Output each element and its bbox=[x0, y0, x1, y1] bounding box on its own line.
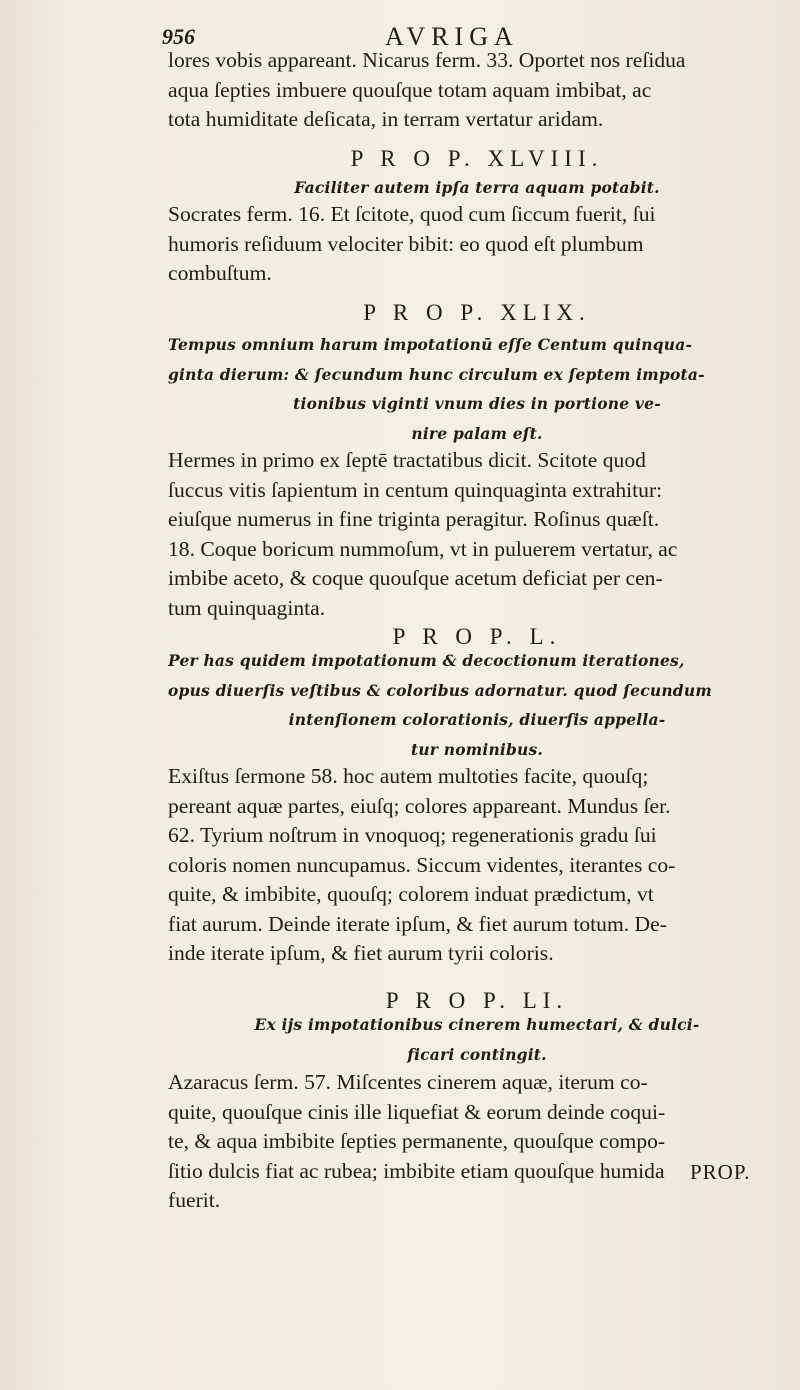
statement-line: intenſionem colorationis, diuerſis appella- bbox=[288, 710, 666, 729]
running-title: AVRIGA bbox=[385, 22, 519, 51]
text-line: tum quinquaginta. bbox=[168, 595, 326, 620]
statement-line: opus diuerſis veſtibus & coloribus adornatur. quod ſecundum bbox=[168, 680, 712, 700]
text-line: Azaracus ſerm. 57. Miſcentes cinerem aquæ, iterum co- bbox=[168, 1070, 648, 1094]
text-line: humoris reſiduum velociter bibit: eo quod eſt plumbum bbox=[168, 231, 644, 256]
statement-line: tionibus viginti vnum dies in portione ve- bbox=[293, 394, 661, 413]
text-line: eiuſque numerus in fine triginta peragitur. Roſinus quæſt. bbox=[168, 507, 660, 531]
text-line: aqua ſepties imbuere quouſque totam aquam imbibat, ac bbox=[168, 77, 652, 102]
text-line: quite, quouſque cinis ille liquefiat & eorum deinde coqui- bbox=[168, 1099, 666, 1124]
prop-51-heading: P R O P. LI. bbox=[385, 988, 569, 1013]
prop-49-heading: P R O P. XLIX. bbox=[363, 300, 591, 325]
statement-line: tur nominibus. bbox=[410, 739, 544, 759]
text-line: Exiſtus ſermone 58. hoc autem multoties facite, quouſq; bbox=[168, 764, 649, 788]
statement-line: Tempus omnium harum impotationū eſſe Centum quinqua- bbox=[168, 335, 693, 354]
statement-line: nire palam eſt. bbox=[411, 423, 543, 443]
statement-line: ficari contingit. bbox=[407, 1044, 547, 1064]
statement-line: Per has quidem impotationum & decoctionum iterationes, bbox=[168, 651, 685, 670]
text-line: Socrates ferm. 16. Et ſcitote, quod cum ſiccum fuerit, ſui bbox=[168, 202, 656, 226]
text-line: ſuccus vitis ſapientum in centum quinquaginta extrahitur: bbox=[168, 477, 663, 502]
prop-48-body bbox=[168, 200, 786, 289]
text-line: quite, & imbibite, quouſq; colorem induat prædictum, vt bbox=[168, 882, 654, 906]
prop-49-statement bbox=[168, 330, 786, 448]
page-number: 956 bbox=[162, 24, 195, 49]
text-line: 62. Tyrium noſtrum in vnoquoq; regenerationis gradu ſui bbox=[168, 823, 657, 847]
prop-50-body bbox=[168, 762, 786, 969]
prop-49-body bbox=[168, 446, 786, 623]
prop-50-statement bbox=[168, 646, 786, 764]
text-line: imbibe aceto, & coque quouſque acetum deficiat per cen- bbox=[168, 566, 663, 590]
text-line: Hermes in primo ex ſeptē tractatibus dicit. Scitote quod bbox=[168, 448, 646, 472]
prop-48-statement bbox=[168, 173, 786, 203]
text-line: coloris nomen nuncupamus. Siccum videntes, iterantes co- bbox=[168, 852, 676, 877]
prop-48-heading: P R O P. XLVIII. bbox=[350, 146, 604, 171]
text-line: 18. Coque boricum nummoſum, vt in puluerem vertatur, ac bbox=[168, 536, 678, 561]
text-line: pereant aquæ partes, eiuſq; colores appareant. Mundus ſer. bbox=[168, 793, 671, 818]
statement-line: ginta dierum: & ſecundum hunc circulum ex ſeptem impota- bbox=[168, 364, 705, 384]
text-line: te, & aqua imbibite ſepties permanente, quouſque compo- bbox=[168, 1129, 666, 1153]
text-line: combuſtum. bbox=[168, 261, 272, 285]
statement-line: Faciliter autem ipſa terra aquam potabit. bbox=[294, 178, 660, 197]
text-line: lores vobis appareant. Nicarus ferm. 33. Oportet nos reſidua bbox=[168, 48, 686, 72]
text-line: fiat aurum. Deinde iterate ipſum, & fiet aurum totum. De- bbox=[168, 911, 667, 936]
prop-51-statement bbox=[168, 1010, 786, 1069]
text-line: fuerit. bbox=[168, 1188, 221, 1212]
prop-50-heading: P R O P. L. bbox=[392, 624, 562, 649]
prop-51-body bbox=[168, 1068, 786, 1216]
statement-line: Ex ijs impotationibus cinerem humectari, & dulci- bbox=[254, 1015, 700, 1034]
text-line: inde iterate ipſum, & fiet aurum tyrii coloris. bbox=[168, 941, 554, 965]
intro-paragraph bbox=[168, 46, 786, 135]
text-line: tota humiditate deſicata, in terram vertatur aridam. bbox=[168, 107, 604, 131]
text-line: ſitio dulcis fiat ac rubea; imbibite etiam quouſque humida bbox=[168, 1158, 665, 1183]
catchword: PROP. bbox=[690, 1160, 751, 1184]
